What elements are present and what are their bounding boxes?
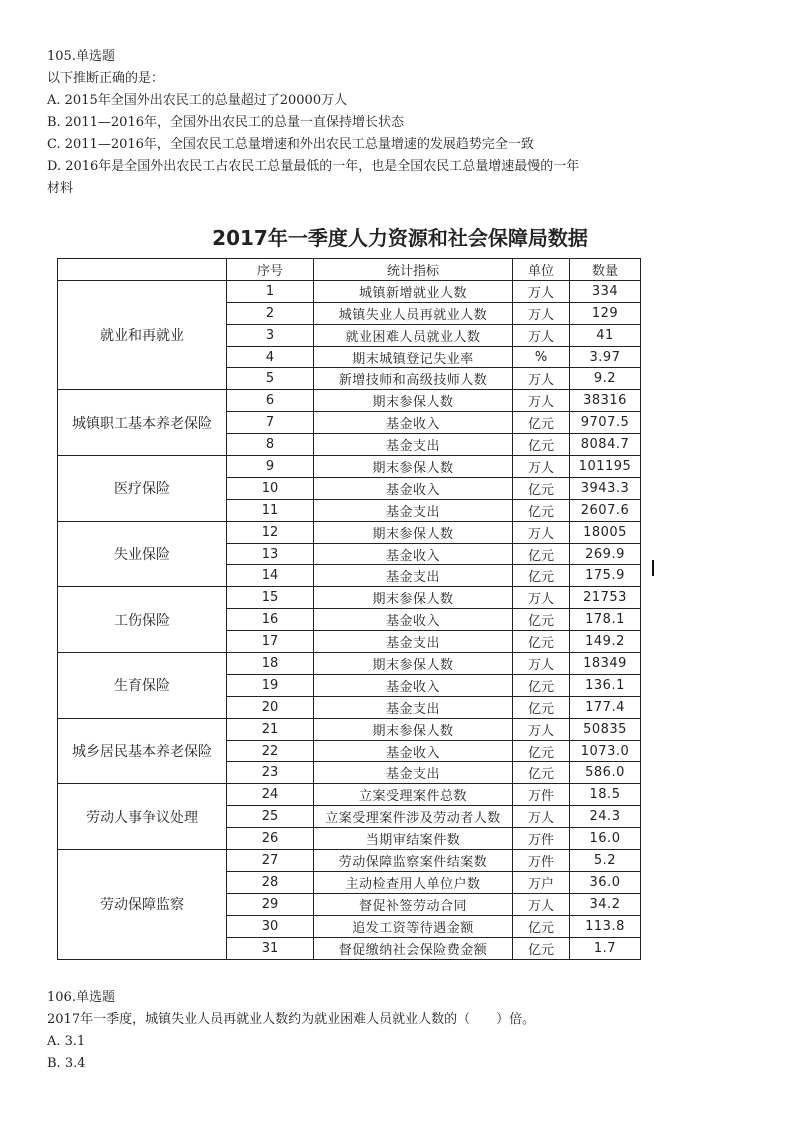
number-cell: 31 (227, 937, 314, 959)
value-cell: 129 (570, 302, 641, 324)
number-cell: 8 (227, 434, 314, 456)
header-category (58, 259, 227, 281)
value-cell: 269.9 (570, 543, 641, 565)
value-cell: 50835 (570, 718, 641, 740)
number-cell: 24 (227, 784, 314, 806)
indicator-cell: 督促缴纳社会保险费金额 (314, 937, 513, 959)
unit-cell: 亿元 (513, 477, 570, 499)
value-cell: 38316 (570, 390, 641, 412)
indicator-cell: 当期审结案件数 (314, 828, 513, 850)
table-header-row (58, 259, 641, 281)
value-cell: 24.3 (570, 806, 641, 828)
number-cell: 6 (227, 390, 314, 412)
unit-cell: 万人 (513, 521, 570, 543)
option-a[interactable]: A. 3.1 (47, 1034, 86, 1049)
value-cell: 136.1 (570, 674, 641, 696)
unit-cell: 万件 (513, 784, 570, 806)
unit-cell: 万人 (513, 390, 570, 412)
number-cell: 3 (227, 324, 314, 346)
category-cell: 工伤保险 (58, 587, 227, 653)
category-cell: 城镇职工基本养老保险 (58, 390, 227, 456)
number-cell: 18 (227, 653, 314, 675)
value-cell: 3.97 (570, 346, 641, 368)
question-number: 106.单选题 (47, 990, 115, 1005)
indicator-cell: 立案受理案件总数 (314, 784, 513, 806)
number-cell: 1 (227, 280, 314, 302)
table-row (58, 521, 641, 543)
question-number: 105.单选题 (47, 49, 115, 64)
number-cell: 22 (227, 740, 314, 762)
value-cell: 101195 (570, 456, 641, 478)
number-cell: 19 (227, 674, 314, 696)
table-row (58, 850, 641, 872)
value-cell: 34.2 (570, 893, 641, 915)
indicator-cell: 城镇新增就业人数 (314, 280, 513, 302)
number-cell: 29 (227, 893, 314, 915)
indicator-cell: 期末城镇登记失业率 (314, 346, 513, 368)
number-cell: 12 (227, 521, 314, 543)
option-c[interactable]: C. 2011—2016年，全国农民工总量增速和外出农民工总量增速的发展趋势完全一致 (47, 137, 534, 152)
unit-cell: 亿元 (513, 412, 570, 434)
number-cell: 4 (227, 346, 314, 368)
indicator-cell: 立案受理案件涉及劳动者人数 (314, 806, 513, 828)
unit-cell: 万人 (513, 653, 570, 675)
indicator-cell: 就业困难人员就业人数 (314, 324, 513, 346)
number-cell: 13 (227, 543, 314, 565)
table-row (58, 587, 641, 609)
value-cell: 178.1 (570, 609, 641, 631)
table-row (58, 653, 641, 675)
number-cell: 11 (227, 499, 314, 521)
option-b[interactable]: B. 3.4 (47, 1056, 86, 1071)
header-number: 序号 (227, 259, 314, 281)
unit-cell: 万人 (513, 368, 570, 390)
indicator-cell: 期末参保人数 (314, 456, 513, 478)
indicator-cell: 追发工资等待遇金额 (314, 915, 513, 937)
value-cell: 1.7 (570, 937, 641, 959)
value-cell: 334 (570, 280, 641, 302)
unit-cell: 亿元 (513, 740, 570, 762)
indicator-cell: 基金支出 (314, 762, 513, 784)
indicator-cell: 基金支出 (314, 631, 513, 653)
value-cell: 2607.6 (570, 499, 641, 521)
indicator-cell: 基金收入 (314, 543, 513, 565)
number-cell: 15 (227, 587, 314, 609)
option-a[interactable]: A. 2015年全国外出农民工的总量超过了20000万人 (47, 93, 348, 108)
question-stem: 以下推断正确的是： (47, 71, 165, 86)
unit-cell: 亿元 (513, 631, 570, 653)
number-cell: 2 (227, 302, 314, 324)
value-cell: 175.9 (570, 565, 641, 587)
statistics-table (57, 258, 641, 960)
indicator-cell: 基金收入 (314, 740, 513, 762)
value-cell: 177.4 (570, 696, 641, 718)
indicator-cell: 基金收入 (314, 412, 513, 434)
number-cell: 26 (227, 828, 314, 850)
indicator-cell: 期末参保人数 (314, 653, 513, 675)
category-cell: 劳动保障监察 (58, 850, 227, 959)
number-cell: 14 (227, 565, 314, 587)
indicator-cell: 基金支出 (314, 565, 513, 587)
unit-cell: 亿元 (513, 434, 570, 456)
value-cell: 18005 (570, 521, 641, 543)
indicator-cell: 期末参保人数 (314, 521, 513, 543)
value-cell: 149.2 (570, 631, 641, 653)
value-cell: 1073.0 (570, 740, 641, 762)
number-cell: 25 (227, 806, 314, 828)
unit-cell: 万户 (513, 871, 570, 893)
value-cell: 21753 (570, 587, 641, 609)
value-cell: 36.0 (570, 871, 641, 893)
unit-cell: 万人 (513, 718, 570, 740)
unit-cell: 万人 (513, 302, 570, 324)
table-row (58, 784, 641, 806)
header-value: 数量 (570, 259, 641, 281)
category-cell: 城乡居民基本养老保险 (58, 718, 227, 784)
value-cell: 9.2 (570, 368, 641, 390)
unit-cell: 亿元 (513, 762, 570, 784)
indicator-cell: 城镇失业人员再就业人数 (314, 302, 513, 324)
header-indicator: 统计指标 (314, 259, 513, 281)
value-cell: 18.5 (570, 784, 641, 806)
number-cell: 9 (227, 456, 314, 478)
table-row (58, 456, 641, 478)
question-stem: 2017年一季度，城镇失业人员再就业人数约为就业困难人员就业人数的（ ）倍。 (47, 1012, 536, 1027)
value-cell: 16.0 (570, 828, 641, 850)
material-label: 材料 (47, 181, 74, 196)
value-cell: 3943.3 (570, 477, 641, 499)
number-cell: 21 (227, 718, 314, 740)
category-cell: 就业和再就业 (58, 280, 227, 389)
value-cell: 113.8 (570, 915, 641, 937)
unit-cell: 亿元 (513, 499, 570, 521)
unit-cell: 万件 (513, 828, 570, 850)
number-cell: 28 (227, 871, 314, 893)
unit-cell: 万人 (513, 893, 570, 915)
unit-cell: 万人 (513, 280, 570, 302)
number-cell: 27 (227, 850, 314, 872)
indicator-cell: 期末参保人数 (314, 718, 513, 740)
table-row (58, 718, 641, 740)
number-cell: 30 (227, 915, 314, 937)
category-cell: 失业保险 (58, 521, 227, 587)
unit-cell: 亿元 (513, 674, 570, 696)
unit-cell: 万人 (513, 806, 570, 828)
value-cell: 5.2 (570, 850, 641, 872)
number-cell: 5 (227, 368, 314, 390)
unit-cell: 亿元 (513, 937, 570, 959)
category-cell: 生育保险 (58, 653, 227, 719)
number-cell: 23 (227, 762, 314, 784)
indicator-cell: 基金支出 (314, 499, 513, 521)
indicator-cell: 期末参保人数 (314, 587, 513, 609)
value-cell: 8084.7 (570, 434, 641, 456)
indicator-cell: 基金收入 (314, 609, 513, 631)
question-105 (47, 46, 579, 200)
value-cell: 18349 (570, 653, 641, 675)
number-cell: 7 (227, 412, 314, 434)
category-cell: 医疗保险 (58, 456, 227, 522)
table-title: 2017年一季度人力资源和社会保障局数据 (212, 226, 588, 250)
indicator-cell: 基金支出 (314, 434, 513, 456)
value-cell: 41 (570, 324, 641, 346)
indicator-cell: 新增技师和高级技师人数 (314, 368, 513, 390)
indicator-cell: 督促补签劳动合同 (314, 893, 513, 915)
indicator-cell: 期末参保人数 (314, 390, 513, 412)
unit-cell: % (513, 346, 570, 368)
unit-cell: 亿元 (513, 609, 570, 631)
unit-cell: 亿元 (513, 565, 570, 587)
unit-cell: 万人 (513, 587, 570, 609)
table-body (58, 280, 641, 959)
indicator-cell: 基金收入 (314, 674, 513, 696)
table-row (58, 390, 641, 412)
unit-cell: 亿元 (513, 915, 570, 937)
question-106 (47, 987, 535, 1075)
unit-cell: 亿元 (513, 696, 570, 718)
unit-cell: 万人 (513, 324, 570, 346)
header-unit: 单位 (513, 259, 570, 281)
unit-cell: 亿元 (513, 543, 570, 565)
category-cell: 劳动人事争议处理 (58, 784, 227, 850)
text-cursor (652, 560, 654, 576)
number-cell: 10 (227, 477, 314, 499)
unit-cell: 万人 (513, 456, 570, 478)
indicator-cell: 基金支出 (314, 696, 513, 718)
number-cell: 20 (227, 696, 314, 718)
number-cell: 16 (227, 609, 314, 631)
option-b[interactable]: B. 2011—2016年，全国外出农民工的总量一直保持增长状态 (47, 115, 404, 130)
value-cell: 9707.5 (570, 412, 641, 434)
unit-cell: 万件 (513, 850, 570, 872)
indicator-cell: 主动检查用人单位户数 (314, 871, 513, 893)
indicator-cell: 劳动保障监察案件结案数 (314, 850, 513, 872)
table-row (58, 280, 641, 302)
option-d[interactable]: D. 2016年是全国外出农民工占农民工总量最低的一年，也是全国农民工总量增速最慢的一年 (47, 159, 580, 174)
value-cell: 586.0 (570, 762, 641, 784)
number-cell: 17 (227, 631, 314, 653)
indicator-cell: 基金收入 (314, 477, 513, 499)
